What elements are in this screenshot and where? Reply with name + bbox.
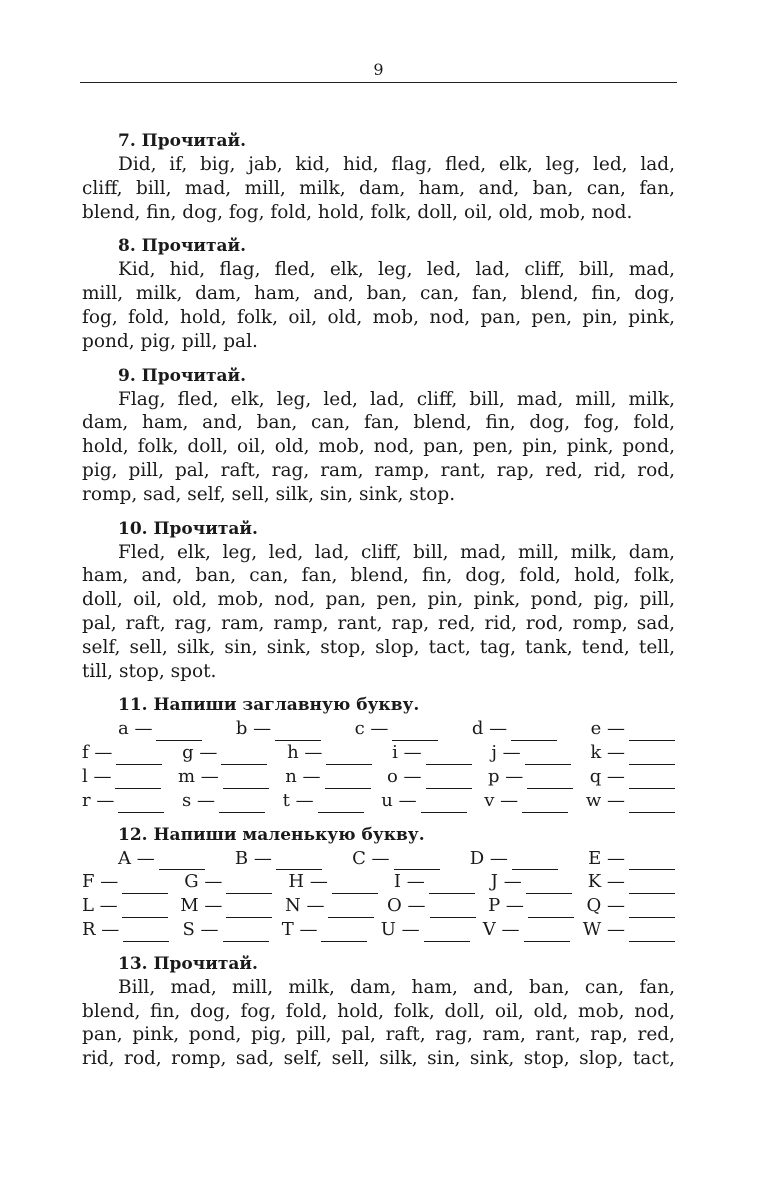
letter-cell xyxy=(488,894,578,918)
page-number: 9 xyxy=(373,60,384,79)
text-line: Fled, elk, leg, led, lad, cliff, bill, mad, mill, milk, dam, xyxy=(118,541,675,563)
answer-blank[interactable] xyxy=(629,875,675,894)
letter-label: Q — xyxy=(586,895,625,917)
letter-row xyxy=(82,894,675,918)
exercise-title: 12. Напиши маленькую букву. xyxy=(118,824,425,845)
letter-label: s — xyxy=(182,789,215,811)
exercise-text xyxy=(82,153,675,224)
answer-blank[interactable] xyxy=(226,875,272,894)
letter-label: D — xyxy=(469,847,508,869)
letter-row xyxy=(82,789,675,813)
letter-label: m — xyxy=(177,765,219,787)
letter-label: V — xyxy=(482,918,520,940)
letter-cell xyxy=(182,918,272,942)
letter-cell xyxy=(355,717,443,741)
letter-cell xyxy=(392,741,475,765)
text-line: doll, oil, old, mob, nod, pan, pen, pin, pink, pond, pig, pill, xyxy=(82,589,675,611)
answer-blank[interactable] xyxy=(223,923,269,942)
answer-blank[interactable] xyxy=(223,770,269,789)
letter-label: M — xyxy=(180,895,223,917)
text-line: Did, if, big, jab, kid, hid, flag, fled, elk, leg, led, lad, xyxy=(118,154,675,175)
answer-blank[interactable] xyxy=(326,746,372,765)
header-rule xyxy=(80,82,677,83)
letter-label: W — xyxy=(582,918,625,940)
text-line: cliff, bill, mad, mill, milk, dam, ham, and, ban, can, fan, xyxy=(82,177,675,199)
answer-blank[interactable] xyxy=(629,851,675,870)
letter-cell xyxy=(285,765,374,789)
answer-blank[interactable] xyxy=(116,746,162,765)
text-line: mill, milk, dam, ham, and, ban, can, fan, blend, fin, dog, xyxy=(82,283,675,305)
letter-cell xyxy=(182,789,269,813)
text-line: Kid, hid, flag, fled, elk, leg, led, lad, cliff, bill, mad, xyxy=(118,259,675,281)
letter-cell xyxy=(381,918,474,942)
answer-blank[interactable] xyxy=(122,875,168,894)
letter-label: t — xyxy=(282,789,314,811)
exercise-8 xyxy=(82,234,675,353)
letter-label: O — xyxy=(387,895,426,917)
answer-blank[interactable] xyxy=(122,899,168,918)
text-line: pal, raft, rag, ram, ramp, rant, rap, red, rid, rod, romp, sad, xyxy=(82,612,675,634)
letter-cell xyxy=(180,894,276,918)
answer-blank[interactable] xyxy=(522,794,568,813)
letter-label: l — xyxy=(82,765,112,787)
letter-row xyxy=(82,870,675,894)
letter-label: k — xyxy=(590,742,625,764)
letter-row xyxy=(82,847,675,871)
answer-blank[interactable] xyxy=(318,794,364,813)
letter-label: d — xyxy=(471,718,508,740)
letter-cell xyxy=(184,870,276,894)
letter-cell xyxy=(118,717,206,741)
text-line: fog, fold, hold, folk, oil, old, mob, nod, pan, pen, pin, pink, xyxy=(82,306,675,328)
letter-cell xyxy=(588,847,675,871)
letter-cell xyxy=(82,894,172,918)
exercise-title: 9. Прочитай. xyxy=(118,365,247,386)
letter-label: E — xyxy=(588,847,625,869)
answer-blank[interactable] xyxy=(276,851,322,870)
letter-cell xyxy=(484,789,572,813)
letter-cell xyxy=(590,765,675,789)
exercise-text xyxy=(82,976,675,1071)
answer-blank[interactable] xyxy=(526,875,572,894)
letter-label: G — xyxy=(184,871,223,893)
letter-label: A — xyxy=(118,847,155,869)
letter-cell xyxy=(583,918,675,942)
answer-blank[interactable] xyxy=(123,923,169,942)
answer-blank[interactable] xyxy=(118,794,164,813)
answer-blank[interactable] xyxy=(426,746,472,765)
text-line: ham, and, ban, can, fan, blend, fin, dog, fold, hold, folk, xyxy=(82,565,675,587)
letter-cell xyxy=(488,765,577,789)
exercise-10 xyxy=(82,517,675,684)
letter-label: K — xyxy=(587,871,625,893)
letter-label: e — xyxy=(590,718,625,740)
answer-blank[interactable] xyxy=(392,722,438,741)
letter-cell xyxy=(491,870,576,894)
letter-label: n — xyxy=(285,765,321,787)
exercise-text xyxy=(82,258,675,353)
letter-label: b — xyxy=(235,718,272,740)
letter-cell xyxy=(591,717,675,741)
text-line: blend, fin, dog, fog, fold, hold, folk, doll, oil, old, mob, nod. xyxy=(82,201,633,223)
letter-label: N — xyxy=(284,895,325,917)
answer-blank[interactable] xyxy=(629,746,675,765)
letter-cell xyxy=(483,918,574,942)
exercise-9 xyxy=(82,364,675,507)
answer-blank[interactable] xyxy=(629,899,675,918)
letter-cell xyxy=(82,918,173,942)
text-line: pond, pig, pill, pal. xyxy=(82,330,258,352)
letter-cell xyxy=(394,870,479,894)
letter-label: f — xyxy=(82,742,113,764)
letter-row xyxy=(82,741,675,765)
answer-blank[interactable] xyxy=(221,746,267,765)
exercise-text xyxy=(82,388,675,507)
answer-blank[interactable] xyxy=(524,923,570,942)
answer-blank[interactable] xyxy=(429,875,475,894)
letter-label: H — xyxy=(288,871,328,893)
letter-cell xyxy=(82,765,165,789)
answer-blank[interactable] xyxy=(528,899,574,918)
answer-blank[interactable] xyxy=(527,770,573,789)
answer-blank[interactable] xyxy=(321,923,367,942)
letter-cell xyxy=(472,717,561,741)
letter-label: v — xyxy=(484,789,519,811)
answer-blank[interactable] xyxy=(115,770,161,789)
text-line: dam, ham, and, ban, can, fan, blend, fin, dog, fog, fold, xyxy=(82,412,675,434)
text-line: till, stop, spot. xyxy=(82,660,217,682)
letter-label: T — xyxy=(281,918,318,940)
letter-cell xyxy=(118,847,209,871)
letter-grid xyxy=(82,717,675,812)
exercise-title: 11. Напиши заглавную букву. xyxy=(118,695,420,716)
answer-blank[interactable] xyxy=(159,851,205,870)
letter-cell xyxy=(182,741,271,765)
letter-cell xyxy=(82,870,172,894)
text-line: Flag, fled, elk, leg, led, lad, cliff, bill, mad, mill, milk, xyxy=(118,388,675,410)
letter-label: q — xyxy=(589,765,625,787)
answer-blank[interactable] xyxy=(421,794,467,813)
letter-label: p — xyxy=(487,765,524,787)
letter-label: S — xyxy=(182,918,219,940)
letter-cell xyxy=(491,741,574,765)
answer-blank[interactable] xyxy=(511,722,557,741)
exercise-13 xyxy=(82,952,675,1071)
letter-cell xyxy=(287,741,376,765)
letter-cell xyxy=(283,789,368,813)
exercise-7 xyxy=(82,129,675,224)
letter-label: I — xyxy=(393,871,425,893)
exercise-11 xyxy=(82,693,675,812)
letter-cell xyxy=(235,847,326,871)
letter-label: o — xyxy=(386,765,422,787)
letter-label: a — xyxy=(118,718,153,740)
text-line: romp, sad, self, sell, silk, sin, sink, stop. xyxy=(82,483,456,505)
answer-blank[interactable] xyxy=(328,899,374,918)
answer-blank[interactable] xyxy=(219,794,265,813)
letter-label: g — xyxy=(182,742,218,764)
letter-cell xyxy=(590,741,675,765)
exercise-title: 7. Прочитай. xyxy=(118,131,247,151)
answer-blank[interactable] xyxy=(629,794,675,813)
text-line: pan, pink, pond, pig, pill, pal, raft, rag, ram, rant, rap, red, xyxy=(82,1024,675,1046)
text-line: self, sell, silk, sin, sink, stop, slop, tact, tag, tank, tend, tell, xyxy=(82,636,675,658)
exercise-12 xyxy=(82,823,675,942)
answer-blank[interactable] xyxy=(629,770,675,789)
letter-label: c — xyxy=(354,718,389,740)
letter-cell xyxy=(352,847,444,871)
answer-blank[interactable] xyxy=(629,923,675,942)
letter-cell xyxy=(288,870,381,894)
exercise-title: 13. Прочитай. xyxy=(118,953,258,974)
letter-label: h — xyxy=(287,742,323,764)
text-line: pig, pill, pal, raft, rag, ram, ramp, rant, rap, red, rid, rod, xyxy=(82,459,675,481)
letter-label: u — xyxy=(381,789,417,811)
answer-blank[interactable] xyxy=(156,722,202,741)
letter-label: w — xyxy=(585,789,625,811)
letter-cell xyxy=(470,847,562,871)
letter-row xyxy=(82,717,675,741)
letter-cell xyxy=(586,894,674,918)
exercise-title: 8. Прочитай. xyxy=(118,236,247,257)
letter-label: B — xyxy=(234,847,272,869)
letter-grid xyxy=(82,847,675,942)
letter-cell xyxy=(236,717,325,741)
answer-blank[interactable] xyxy=(424,923,470,942)
letter-label: F — xyxy=(82,871,119,893)
letter-cell xyxy=(381,789,470,813)
letter-label: R — xyxy=(82,918,120,940)
letter-label: r — xyxy=(82,789,115,811)
letter-cell xyxy=(82,741,166,765)
text-line: blend, fin, dog, fog, fold, hold, folk, doll, oil, old, mob, nod, xyxy=(82,1000,675,1022)
answer-blank[interactable] xyxy=(512,851,558,870)
letter-row xyxy=(82,765,675,789)
letter-label: C — xyxy=(352,847,390,869)
letter-row xyxy=(82,918,675,942)
answer-blank[interactable] xyxy=(332,875,378,894)
letter-cell xyxy=(586,789,675,813)
answer-blank[interactable] xyxy=(426,770,472,789)
answer-blank[interactable] xyxy=(430,899,476,918)
letter-label: J — xyxy=(490,871,522,893)
letter-label: i — xyxy=(392,742,422,764)
letter-cell xyxy=(588,870,675,894)
answer-blank[interactable] xyxy=(226,899,272,918)
page-content xyxy=(82,129,675,1081)
letter-label: U — xyxy=(380,918,420,940)
text-line: rid, rod, romp, sad, self, sell, silk, sin, sink, stop, slop, tact, xyxy=(82,1048,675,1070)
letter-label: L — xyxy=(82,895,118,917)
letter-cell xyxy=(82,789,168,813)
letter-cell xyxy=(387,765,476,789)
answer-blank[interactable] xyxy=(275,722,321,741)
letter-cell xyxy=(178,765,273,789)
text-line: hold, folk, doll, oil, old, mob, nod, pan, pen, pin, pink, pond, xyxy=(82,436,675,458)
answer-blank[interactable] xyxy=(525,746,571,765)
answer-blank[interactable] xyxy=(394,851,440,870)
letter-cell xyxy=(285,894,378,918)
exercise-title: 10. Прочитай. xyxy=(118,518,258,539)
text-line: Bill, mad, mill, milk, dam, ham, and, ban, can, fan, xyxy=(118,976,675,998)
letter-cell xyxy=(282,918,372,942)
answer-blank[interactable] xyxy=(325,770,371,789)
letter-cell xyxy=(387,894,479,918)
letter-label: P — xyxy=(488,895,524,917)
answer-blank[interactable] xyxy=(629,722,675,741)
exercise-text xyxy=(82,541,675,684)
letter-label: j — xyxy=(491,742,521,764)
